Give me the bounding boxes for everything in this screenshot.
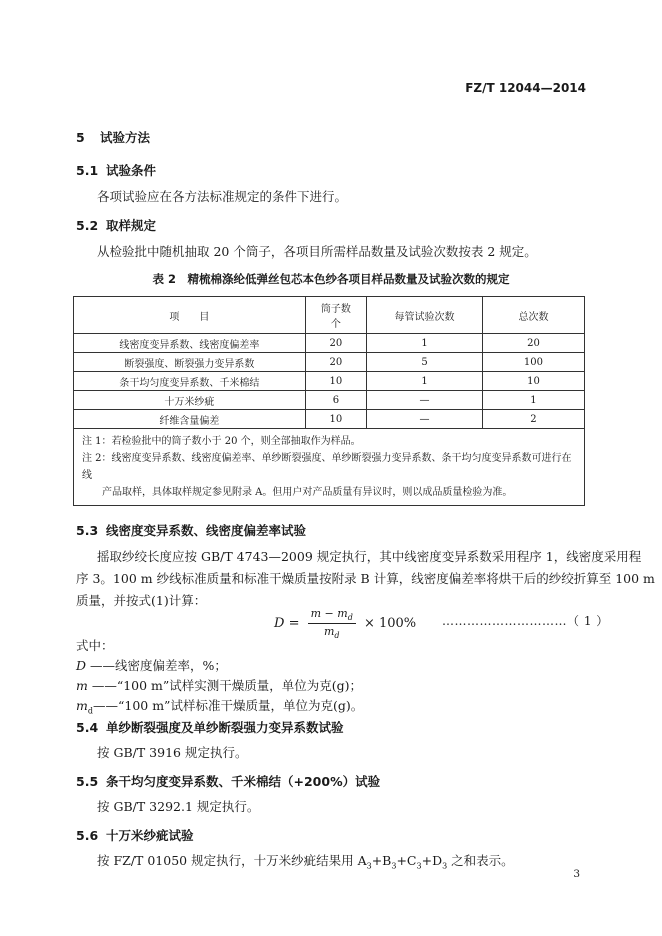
formula-lhs: D	[274, 616, 285, 632]
section-title: 十万米纱疵试验	[106, 828, 194, 843]
section-number: 5.3	[76, 523, 99, 538]
page-number: 3	[573, 868, 580, 880]
section-5-5-text: 按 GB/T 3292.1 规定执行。	[97, 799, 260, 814]
table-note-2-cont: 产品取样，具体取样规定参见附录 A。但用户对产品质量有异议时，则以成品质量检验为准。	[102, 487, 513, 498]
table-row	[74, 353, 585, 372]
cell-bobbins: 10	[305, 372, 366, 391]
section-5-5-heading	[76, 772, 380, 790]
table-note-1: 注 1：若检验批中的筒子数小于 20 个，则全部抽取作为样品。	[82, 436, 361, 447]
section-number: 5	[76, 130, 85, 145]
formula-1	[274, 607, 416, 640]
header-bobbins-unit: 个	[330, 319, 341, 330]
section-title: 条干均匀度变异系数、千米棉结（+200%）试验	[106, 774, 381, 789]
section-5-2-text: 从检验批中随机抽取 20 个筒子，各项目所需样品数量及试验次数按表 2 规定。	[97, 244, 537, 259]
where-label: 式中：	[76, 638, 114, 653]
definition-D: D ——线密度偏差率，%；	[76, 658, 227, 673]
section-5-6-heading	[76, 826, 194, 844]
section-title: 取样规定	[106, 218, 157, 233]
cell-total: 2	[482, 410, 584, 429]
cell-bobbins: 6	[305, 391, 366, 410]
section-5-3-para-line3: 质量，并按式(1)计算：	[76, 593, 207, 608]
sample-table	[73, 296, 585, 506]
section-5-3-para-line1: 摇取纱绞长度应按 GB/T 4743—2009 规定执行，其中线密度变异系数采用程序 1，线密度采用程	[97, 549, 642, 564]
section-title: 试验方法	[100, 130, 151, 145]
cell-item: 条干均匀度变异系数、千米棉结	[74, 372, 306, 391]
section-5-4-text: 按 GB/T 3916 规定执行。	[97, 745, 248, 760]
table-header-row	[74, 297, 585, 334]
cell-bobbins: 20	[305, 334, 366, 353]
section-number: 5.1	[76, 163, 99, 178]
cell-total: 100	[482, 353, 584, 372]
section-5-3-para-line2: 序 3。100 m 纱线标准质量和标准干燥质量按附录 B 计算，线密度偏差率将烘干后的纱绞折算至 100 m	[76, 571, 655, 586]
formula-numerator: $m - m_d$	[308, 607, 356, 624]
section-title: 线密度变异系数、线密度偏差率试验	[106, 523, 307, 538]
section-number: 5.5	[76, 774, 99, 789]
table-notes	[74, 429, 585, 506]
formula-fraction	[308, 607, 356, 640]
header-bobbins	[305, 297, 366, 334]
cell-total: 10	[482, 372, 584, 391]
table-caption: 表 2 精梳棉涤纶低弹丝包芯本色纱各项目样品数量及试验次数的规定	[152, 272, 510, 286]
header-bobbins-label: 筒子数	[320, 304, 351, 315]
section-title: 单纱断裂强度及单纱断裂强力变异系数试验	[106, 720, 344, 735]
cell-bobbins: 20	[305, 353, 366, 372]
header-tests-per-bobbin: 每管试验次数	[367, 297, 483, 334]
definition-m: m ——“100 m”试样实测干燥质量，单位为克(g)；	[76, 678, 363, 693]
header-item: 项 目	[74, 297, 306, 334]
formula-equals: =	[288, 616, 300, 632]
cell-total: 1	[482, 391, 584, 410]
section-5-3-heading	[76, 521, 306, 539]
table-row	[74, 391, 585, 410]
table-note-2: 注 2：线密度变异系数、线密度偏差率、单纱断裂强度、单纱断裂强力变异系数、条干均匀度变异系数可进行在线	[82, 453, 572, 481]
section-5-1-text: 各项试验应在各方法标准规定的条件下进行。	[97, 189, 348, 204]
table-row	[74, 410, 585, 429]
cell-tests: 5	[367, 353, 483, 372]
cell-item: 线密度变异系数、线密度偏差率	[74, 334, 306, 353]
section-5-1-heading	[76, 161, 156, 179]
cell-tests: 1	[367, 372, 483, 391]
definition-md: $m_d——“100$ m”试样标准干燥质量，单位为克(g)。	[76, 698, 364, 716]
section-title: 试验条件	[106, 163, 157, 178]
formula-tail: × 100%	[363, 616, 417, 632]
table-notes-row	[74, 429, 585, 506]
cell-tests: 1	[367, 334, 483, 353]
table-row	[74, 372, 585, 391]
cell-item: 纤维含量偏差	[74, 410, 306, 429]
cell-tests: —	[367, 410, 483, 429]
formula-denominator: $m_d$	[323, 625, 340, 641]
section-5-heading	[76, 128, 150, 146]
cell-bobbins: 10	[305, 410, 366, 429]
cell-item: 十万米纱疵	[74, 391, 306, 410]
formula-reference: …………………………（ 1 ）	[442, 614, 609, 628]
cell-total: 20	[482, 334, 584, 353]
cell-item: 断裂强度、断裂强力变异系数	[74, 353, 306, 372]
section-5-6-text: 按 FZ/T 01050 规定执行，十万米纱疵结果用 $A_3+B_3+C_3+D_3$ 之和表示。	[97, 853, 514, 871]
table-row	[74, 334, 585, 353]
section-5-4-heading	[76, 718, 344, 736]
cell-tests: —	[367, 391, 483, 410]
section-number: 5.2	[76, 218, 99, 233]
section-number: 5.6	[76, 828, 99, 843]
header-total-tests: 总次数	[482, 297, 584, 334]
section-number: 5.4	[76, 720, 99, 735]
section-5-2-heading	[76, 216, 156, 234]
standard-number: FZ/T 12044—2014	[465, 81, 586, 95]
